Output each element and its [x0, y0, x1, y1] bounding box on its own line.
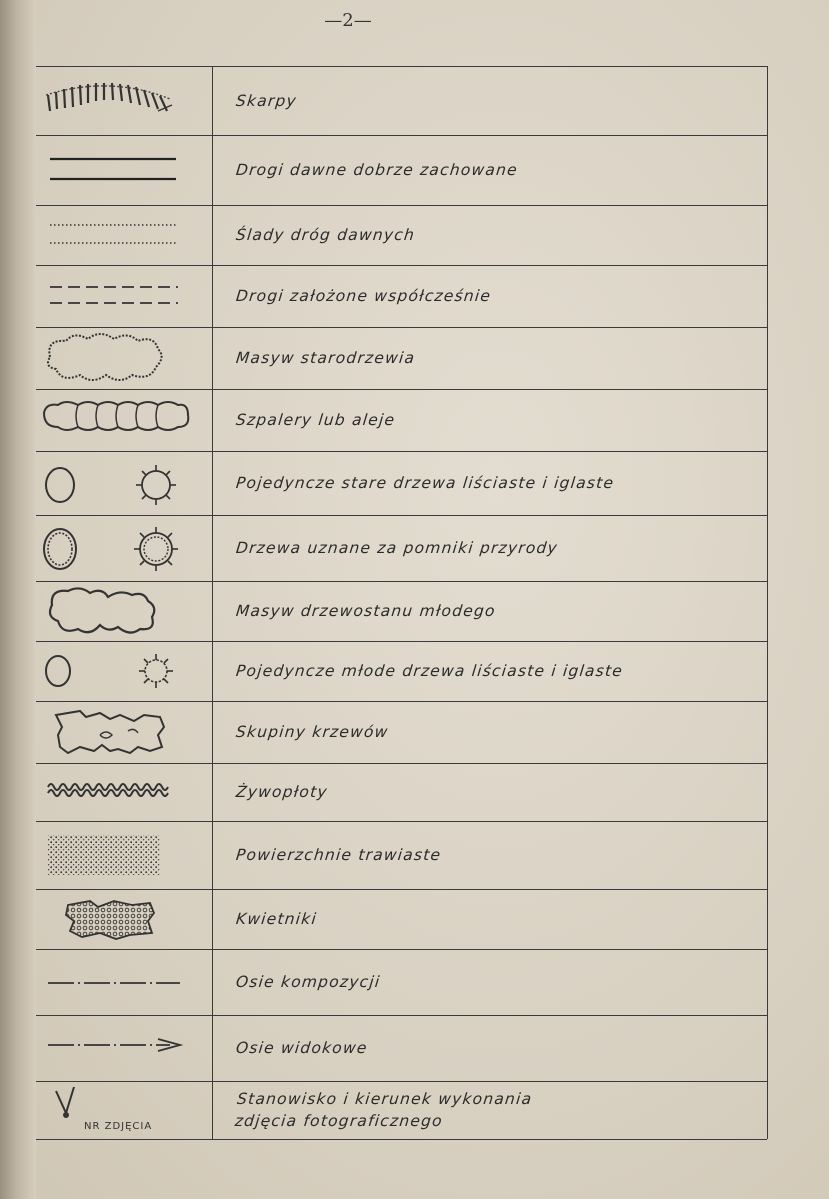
- page-number: —2—: [324, 10, 372, 31]
- view-axis-icon: [40, 1015, 208, 1081]
- old-tree-mass-icon: [40, 327, 208, 389]
- double-solid-line-icon: [40, 135, 208, 205]
- flowerbed-icon: [40, 889, 208, 949]
- legend-label: Osie kompozycji: [235, 973, 382, 991]
- legend-label: Drzewa uznane za pomniki przyrody: [235, 539, 559, 557]
- legend-table: [36, 66, 768, 1139]
- legend-row-single-young-trees: [36, 641, 767, 702]
- legend-row-shrub-groups: [36, 701, 767, 764]
- legend-label: Kwietniki: [235, 910, 318, 928]
- double-dashed-line-icon: [40, 265, 208, 327]
- legend-row-tree-rows: [36, 389, 767, 452]
- shrub-group-icon: [40, 701, 208, 763]
- double-dotted-line-icon: [40, 205, 208, 265]
- slope-hachure-icon: [40, 67, 208, 135]
- legend-row-grass: [36, 821, 767, 890]
- page-binding-shadow: [0, 0, 36, 1199]
- legend-row-view-axes: [36, 1015, 767, 1082]
- hedge-icon: [40, 763, 208, 821]
- single-young-trees-icon: [40, 641, 208, 701]
- legend-row-road-traces: [36, 205, 767, 266]
- grass-area-icon: [40, 821, 208, 889]
- legend-row-composition-axes: [36, 949, 767, 1016]
- tree-row-icon: [40, 389, 208, 451]
- legend-label: Żywopłoty: [235, 783, 329, 801]
- legend-label: Skarpy: [235, 92, 298, 110]
- legend-label: Osie widokowe: [235, 1039, 369, 1057]
- legend-label: Powierzchnie trawiaste: [235, 846, 443, 864]
- legend-row-flowerbeds: [36, 889, 767, 950]
- photo-position-icon: [40, 1081, 208, 1139]
- legend-label: Skupiny krzewów: [235, 723, 390, 741]
- nature-monument-trees-icon: [40, 515, 208, 581]
- legend-label: Masyw drzewostanu młodego: [235, 602, 497, 620]
- legend-row-young-tree-mass: [36, 581, 767, 642]
- legend-label: Masyw starodrzewia: [235, 349, 417, 367]
- single-old-trees-icon: [40, 451, 208, 515]
- composition-axis-icon: [40, 949, 208, 1015]
- legend-row-modern-roads: [36, 265, 767, 328]
- legend-row-slopes: [36, 67, 767, 136]
- legend-row-nature-monuments: [36, 515, 767, 582]
- photo-number-caption: NR ZDJĘCIA: [84, 1121, 153, 1132]
- legend-label-line2: zdjęcia fotograficznego: [233, 1112, 444, 1130]
- legend-label: [233, 1081, 762, 1139]
- legend-label: Pojedyncze stare drzewa liściaste i iglaste: [235, 474, 616, 492]
- legend-label-line1: Stanowisko i kierunek wykonania: [236, 1090, 534, 1108]
- legend-row-old-roads: [36, 135, 767, 206]
- legend-label: Drogi założone współcześnie: [235, 287, 493, 305]
- legend-row-photo-position: [36, 1081, 767, 1140]
- legend-label: Pojedyncze młode drzewa liściaste i iglaste: [235, 662, 625, 680]
- legend-label: Ślady dróg dawnych: [235, 226, 416, 244]
- legend-row-old-tree-mass: [36, 327, 767, 390]
- legend-label: Drogi dawne dobrze zachowane: [235, 161, 519, 179]
- legend-label: Szpalery lub aleje: [235, 411, 397, 429]
- young-tree-mass-icon: [40, 581, 208, 641]
- legend-row-single-old-trees: [36, 451, 767, 516]
- legend-row-hedges: [36, 763, 767, 822]
